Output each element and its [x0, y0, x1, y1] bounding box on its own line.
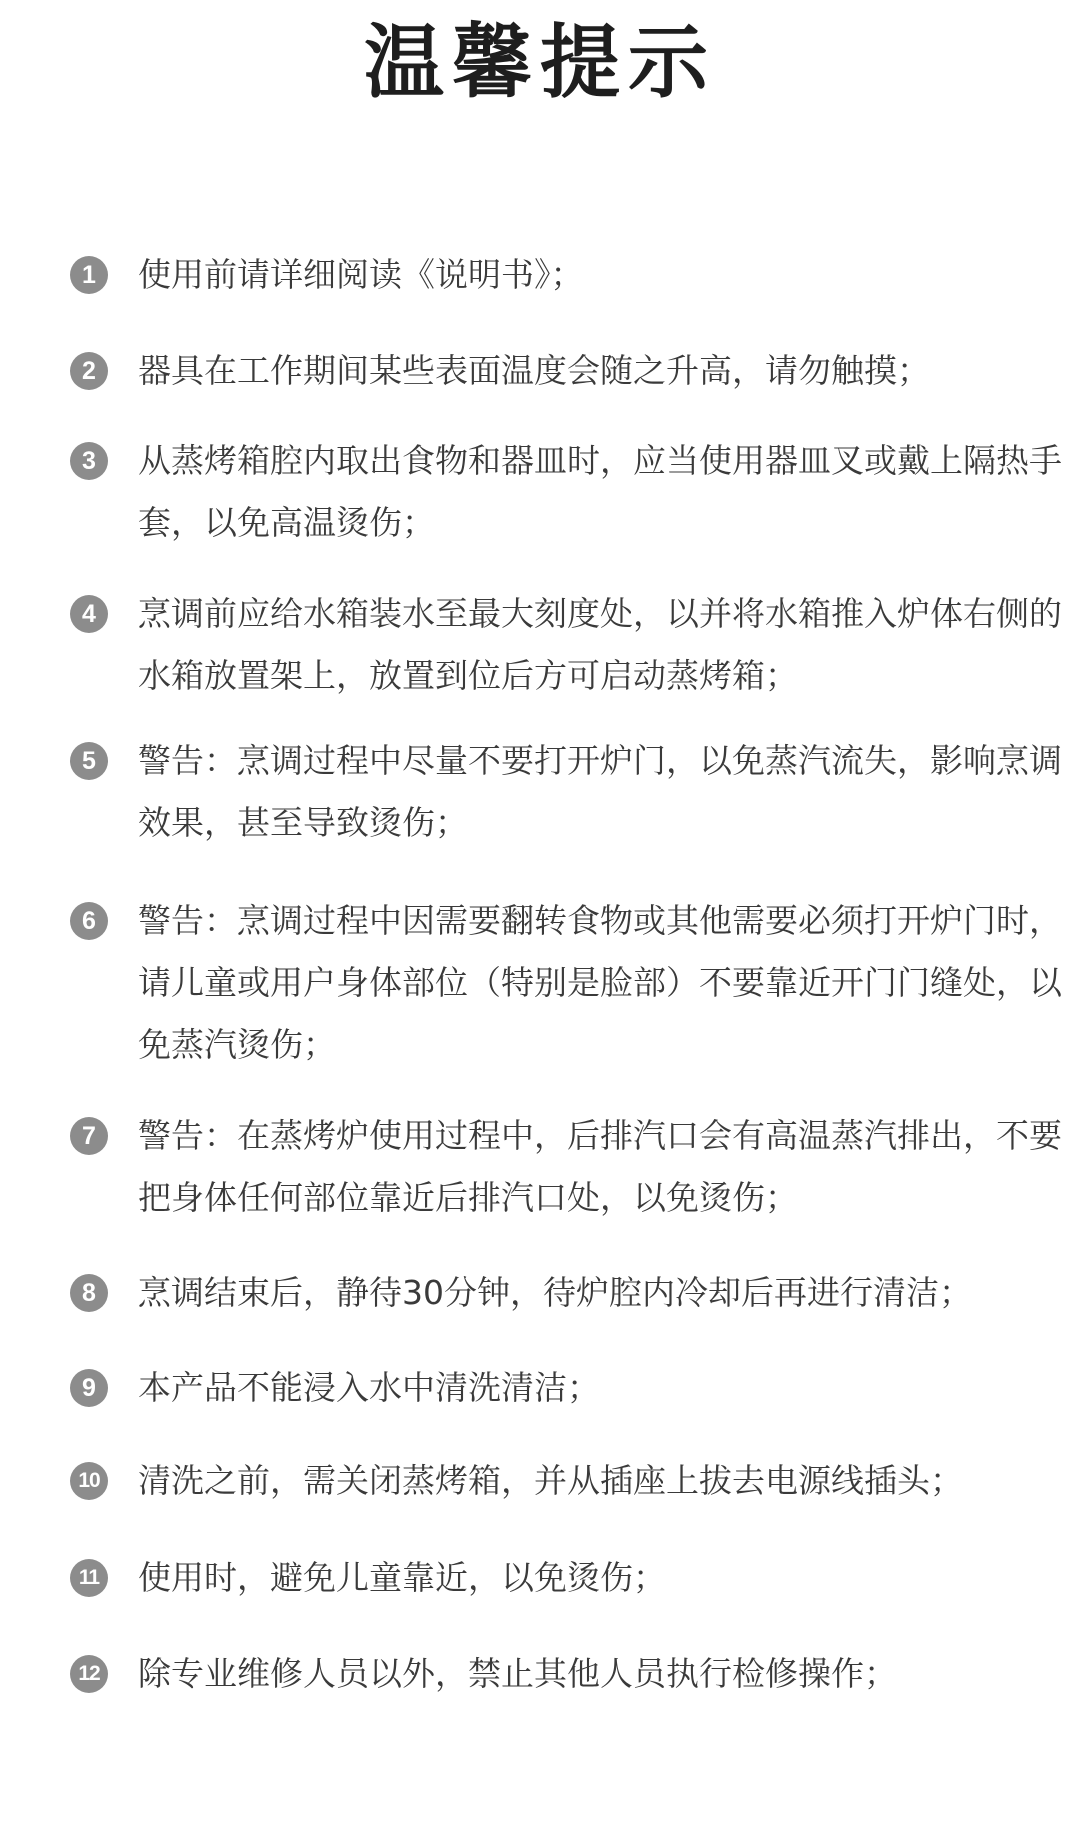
item-number-badge: 8: [70, 1274, 108, 1312]
item-number-badge: 6: [70, 902, 108, 940]
item-number-badge: 1: [70, 256, 108, 294]
item-text: 器具在工作期间某些表面温度会随之升高，请勿触摸；: [138, 351, 930, 390]
item-number-badge: 5: [70, 742, 108, 780]
item-text: 使用时，避免儿童靠近，以免烫伤；: [138, 1558, 666, 1597]
item-text: 警告：在蒸烤炉使用过程中，后排汽口会有高温蒸汽排出，不要把身体任何部位靠近后排汽口处，以免烫伤；: [138, 1116, 1062, 1217]
item-text: 警告：烹调过程中因需要翻转食物或其他需要必须打开炉门时，请儿童或用户身体部位（特别是脸部）不要靠近开门门缝处，以免蒸汽烫伤；: [138, 901, 1062, 1064]
item-text: 使用前请详细阅读《说明书》；: [138, 255, 584, 294]
item-number-badge: 2: [70, 352, 108, 390]
item-text: 警告：烹调过程中尽量不要打开炉门，以免蒸汽流失，影响烹调效果，甚至导致烫伤；: [138, 741, 1062, 842]
item-text: 从蒸烤箱腔内取出食物和器皿时，应当使用器皿叉或戴上隔热手套，以免高温烫伤；: [138, 441, 1062, 542]
item-text: 烹调前应给水箱装水至最大刻度处，以并将水箱推入炉体右侧的水箱放置架上，放置到位后方可启动蒸烤箱；: [138, 594, 1062, 695]
item-text: 本产品不能浸入水中清洗清洁；: [138, 1368, 600, 1407]
item-text: 除专业维修人员以外，禁止其他人员执行检修操作；: [138, 1654, 897, 1693]
page-title: 温馨提示: [364, 15, 716, 109]
item-number-badge: 9: [70, 1369, 108, 1407]
item-number-badge: 11: [70, 1559, 108, 1597]
item-text: 清洗之前，需关闭蒸烤箱，并从插座上拔去电源线插头；: [138, 1461, 963, 1500]
item-number-badge: 10: [70, 1462, 108, 1500]
item-number-badge: 12: [70, 1655, 108, 1693]
item-text: 烹调结束后，静待30分钟，待炉腔内冷却后再进行清洁；: [138, 1273, 972, 1312]
item-number-badge: 7: [70, 1117, 108, 1155]
item-number-badge: 3: [70, 442, 108, 480]
item-number-badge: 4: [70, 595, 108, 633]
